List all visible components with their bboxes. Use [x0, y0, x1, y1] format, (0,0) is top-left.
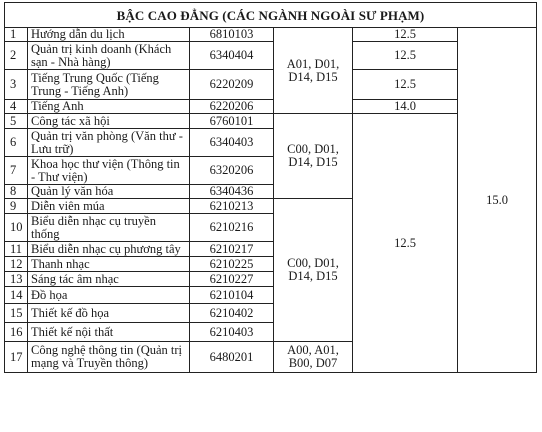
major-code: 6210216	[190, 214, 274, 242]
major-code: 6210225	[190, 257, 274, 272]
table-title: BẬC CAO ĐẲNG (CÁC NGÀNH NGOÀI SƯ PHẠM)	[5, 3, 537, 28]
major-code: 6210402	[190, 304, 274, 323]
major-code: 6340403	[190, 129, 274, 157]
major-code: 6220209	[190, 70, 274, 100]
row-number: 13	[5, 272, 28, 287]
major-code: 6810103	[190, 28, 274, 42]
table-row	[5, 114, 537, 129]
major-code: 6210227	[190, 272, 274, 287]
row-number: 14	[5, 287, 28, 304]
major-name: Quản trị văn phòng (Văn thư - Lưu trữ)	[28, 129, 190, 157]
major-name: Biểu diễn nhạc cụ truyền thống	[28, 214, 190, 242]
table-row	[5, 70, 537, 100]
row-number: 12	[5, 257, 28, 272]
admission-score: 12.5	[353, 28, 458, 42]
row-number: 11	[5, 242, 28, 257]
row-number: 5	[5, 114, 28, 129]
major-name: Hướng dẫn du lịch	[28, 28, 190, 42]
admission-score: 12.5	[353, 42, 458, 70]
subject-combination: A01, D01, D14, D15	[274, 28, 353, 114]
row-number: 3	[5, 70, 28, 100]
major-name: Thiết kế nội thất	[28, 323, 190, 342]
row-number: 8	[5, 185, 28, 199]
major-name: Đồ họa	[28, 287, 190, 304]
admissions-table	[4, 2, 537, 373]
row-number: 2	[5, 42, 28, 70]
subject-combination: C00, D01, D14, D15	[274, 199, 353, 342]
table-row	[5, 100, 537, 114]
major-name: Thiết kế đồ họa	[28, 304, 190, 323]
major-code: 6210104	[190, 287, 274, 304]
major-code: 6320206	[190, 157, 274, 185]
major-code: 6340436	[190, 185, 274, 199]
major-name: Tiếng Trung Quốc (Tiếng Trung - Tiếng Anh)	[28, 70, 190, 100]
table-row	[5, 42, 537, 70]
row-number: 15	[5, 304, 28, 323]
row-number: 4	[5, 100, 28, 114]
major-code: 6210213	[190, 199, 274, 214]
admission-score: 12.5	[353, 114, 458, 373]
major-code: 6340404	[190, 42, 274, 70]
major-name: Biểu diễn nhạc cụ phương tây	[28, 242, 190, 257]
major-name: Khoa học thư viện (Thông tin - Thư viện)	[28, 157, 190, 185]
major-code: 6210217	[190, 242, 274, 257]
row-number: 10	[5, 214, 28, 242]
row-number: 6	[5, 129, 28, 157]
row-number: 16	[5, 323, 28, 342]
major-name: Diễn viên múa	[28, 199, 190, 214]
major-name: Quản trị kinh doanh (Khách sạn - Nhà hàng)	[28, 42, 190, 70]
major-name: Công tác xã hội	[28, 114, 190, 129]
major-name: Quản lý văn hóa	[28, 185, 190, 199]
subject-combination: C00, D01, D14, D15	[274, 114, 353, 199]
major-code: 6210403	[190, 323, 274, 342]
major-code: 6480201	[190, 342, 274, 373]
admission-score: 14.0	[353, 100, 458, 114]
row-number: 9	[5, 199, 28, 214]
major-name: Công nghệ thông tin (Quản trị mạng và Truyền thông)	[28, 342, 190, 373]
major-name: Sáng tác âm nhạc	[28, 272, 190, 287]
admission-score: 12.5	[353, 70, 458, 100]
admission-score-last-column: 15.0	[458, 28, 537, 373]
major-code: 6220206	[190, 100, 274, 114]
major-code: 6760101	[190, 114, 274, 129]
major-name: Tiếng Anh	[28, 100, 190, 114]
row-number: 7	[5, 157, 28, 185]
subject-combination: A00, A01, B00, D07	[274, 342, 353, 373]
row-number: 1	[5, 28, 28, 42]
major-name: Thanh nhạc	[28, 257, 190, 272]
table-row	[5, 28, 537, 42]
row-number: 17	[5, 342, 28, 373]
table-title-row	[5, 3, 537, 28]
